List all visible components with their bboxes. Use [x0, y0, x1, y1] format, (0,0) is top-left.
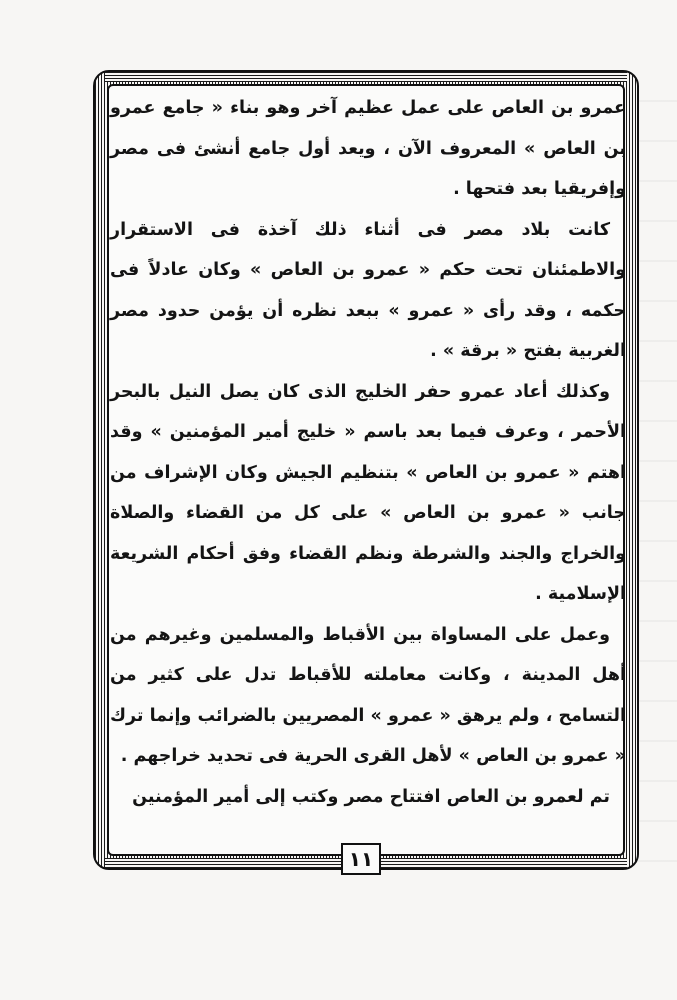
page-number: ١١ — [341, 843, 381, 875]
paragraph-5: تم لعمرو بن العاص افتتاح مصر وكتب إلى أمير المؤمنين — [132, 786, 610, 807]
frame-top-band — [105, 72, 627, 82]
paragraph-3: وكذلك أعاد عمرو حفر الخليج الذى كان يصل النيل بالبحر الأحمر ، وعرف فيما بعد باسم « خليج أمير المؤمنين » وقد اهتم « عمرو بن العاص » بتنظيم الجيش وكان الإشراف من جانب « عمرو بن العاص » على كل من القضاء والصلاة والخراج والجند والشرطة ونظم القضاء وفق أحكام الشريعة الإسلامية . — [110, 381, 626, 604]
bleed-through-shadow — [637, 100, 677, 880]
body-text — [110, 88, 626, 817]
paragraph-1: عمرو بن العاص على عمل عظيم آخر وهو بناء « جامع عمرو بن العاص » المعروف الآن ، ويعد أول جامع أنشئ فى مصر وإفريقيا بعد فتحها . — [110, 98, 626, 199]
paragraph-4: وعمل على المساواة بين الأقباط والمسلمين وغيرهم من أهل المدينة ، وكانت معاملته للأقباط تدل على كثير من التسامح ، ولم يرهق « عمرو » المصريين بالضرائب وإنما ترك « عمرو بن العاص » لأهل القرى الحرية فى تحديد خراجهم . — [110, 624, 626, 766]
paragraph-2: كانت بلاد مصر فى أثناء ذلك آخذة فى الاستقرار والاطمئنان تحت حكم « عمرو بن العاص » وكان عادلاً فى حكمه ، وقد رأى « عمرو » ببعد نظره أن يؤمن حدود مصر الغربية بفتح « برقة » . — [110, 219, 626, 361]
